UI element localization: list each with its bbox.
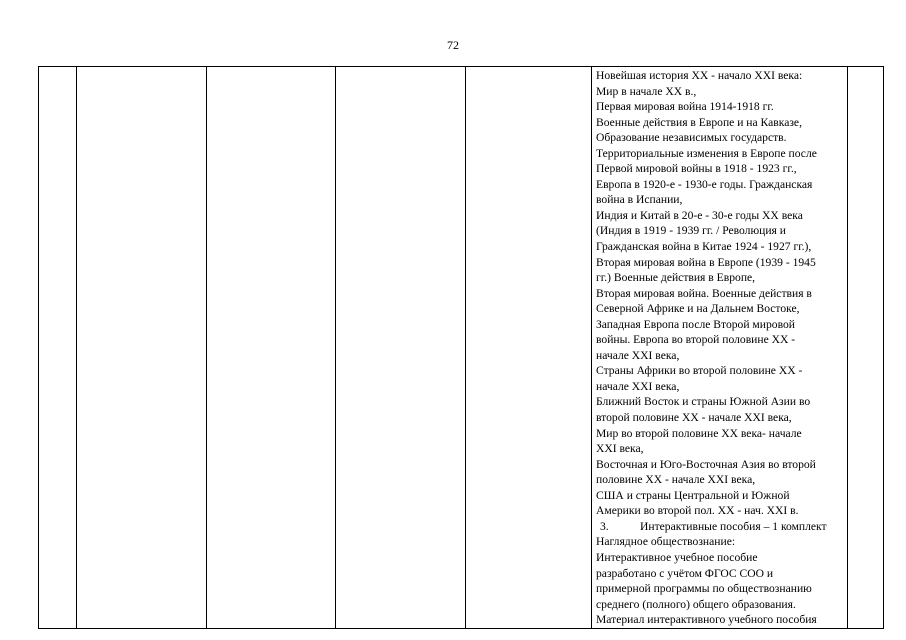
content-line: среднего (полного) общего образования. — [596, 597, 796, 611]
document-table — [38, 66, 884, 629]
table-cell-content — [592, 67, 848, 629]
content-line: Мир в начале XX в., — [596, 84, 697, 98]
content-line: начале XXI века, — [596, 348, 680, 362]
content-line: Индия и Китай в 20-е - 30-е годы XX века — [596, 208, 803, 222]
numbered-item — [596, 519, 845, 535]
content-line: Западная Европа после Второй мировой — [596, 317, 795, 331]
content-line: Интерактивное учебное пособие — [596, 550, 758, 564]
content-line: Образование независимых государств. — [596, 131, 787, 145]
content-lines-after — [596, 534, 845, 627]
content-line: США и страны Центральной и Южной — [596, 488, 790, 502]
table-row — [39, 67, 884, 629]
content-line: Первой мировой войны в 1918 - 1923 гг., — [596, 162, 797, 176]
content-line: Вторая мировая война. Военные действия в — [596, 286, 812, 300]
content-line: половине XX - начале XXI века, — [596, 473, 756, 487]
content-line: войны. Европа во второй половине XX - — [596, 333, 796, 347]
content-line: Материал интерактивного учебного пособия — [596, 613, 817, 627]
content-line: Новейшая история XX - начало XXI века: — [596, 69, 803, 82]
content-line: Восточная и Юго-Восточная Азия во второй — [596, 457, 816, 471]
content-line: Вторая мировая война в Европе (1939 - 1945 — [596, 255, 816, 269]
content-line: Америки во второй пол. XX - нач. XXI в. — [596, 504, 799, 518]
content-line: Территориальные изменения в Европе после — [596, 146, 817, 160]
content-line: Европа в 1920-е - 1930-е годы. Гражданская — [596, 177, 813, 191]
table-cell-empty-1 — [77, 67, 207, 629]
content-line: Ближний Восток и страны Южной Азии во — [596, 395, 811, 409]
table-cell-number — [39, 67, 77, 629]
numbered-item-number: 3. — [600, 519, 609, 533]
page-number: 72 — [447, 38, 459, 52]
content-line: война в Испании, — [596, 193, 683, 207]
content-line: Страны Африки во второй половине XX - — [596, 364, 803, 378]
numbered-item-text: Интерактивные пособия – 1 комплект — [640, 519, 827, 533]
content-line: Первая мировая война 1914-1918 гг. — [596, 100, 774, 114]
content-line: (Индия в 1919 - 1939 гг. / Революция и — [596, 224, 786, 238]
content-line: Северной Африке и на Дальнем Востоке, — [596, 302, 800, 316]
table-cell-empty-3 — [336, 67, 466, 629]
content-line: Наглядное обществознание: — [596, 535, 736, 549]
content-text-block — [592, 67, 847, 628]
content-line: разработано с учётом ФГОС СОО и — [596, 566, 774, 580]
content-line: Военные действия в Европе и на Кавказе, — [596, 115, 802, 129]
table-cell-empty-2 — [207, 67, 336, 629]
table-cell-empty-last — [848, 67, 884, 629]
content-line: Мир во второй половине XX века- начале — [596, 426, 802, 440]
table-cell-empty-4 — [466, 67, 592, 629]
content-line: начале XXI века, — [596, 379, 680, 393]
content-line: XXI века, — [596, 442, 644, 456]
content-line: примерной программы по обществознанию — [596, 582, 812, 596]
content-line: Гражданская война в Китае 1924 - 1927 гг.), — [596, 240, 812, 254]
content-line: второй половине XX - начале XXI века, — [596, 411, 792, 425]
content-lines — [596, 68, 845, 519]
content-line: гг.) Военные действия в Европе, — [596, 271, 756, 285]
